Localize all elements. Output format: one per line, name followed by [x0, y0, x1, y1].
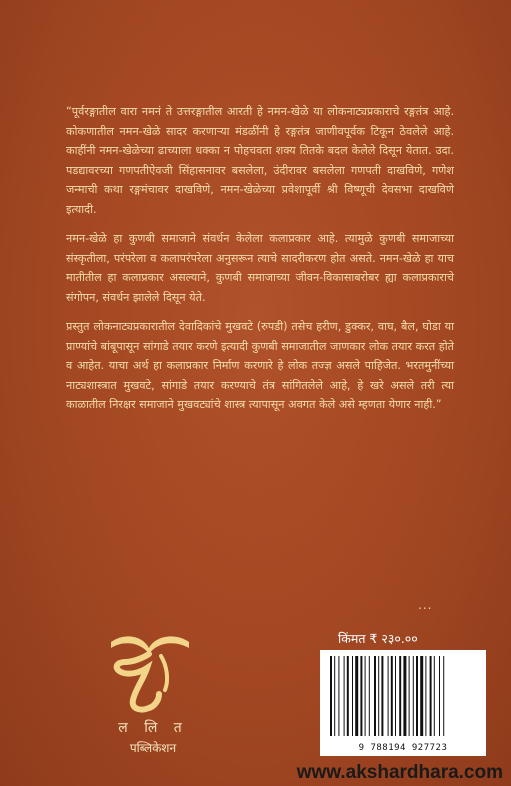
barcode-bar [434, 656, 435, 736]
barcode-bar [416, 656, 418, 736]
isbn-number: 9 788194 927723 [358, 743, 448, 753]
barcode-bar [381, 656, 383, 736]
isbn-barcode [320, 650, 486, 756]
barcode-bar [430, 656, 432, 736]
blurb-paragraph-2: नमन-खेळे हा कुणबी समाजाने संवर्धन केलेला कलाप्रकार आहे. त्यामुळे कुणबी समाजाच्या संस्कृतीला, परंपरेला व कलापरंपरेला अनुसरून त्याचे सादरीकरण होत असते. नमन-खेळे हा याच मातीतील हा कलाप्रकार असल्याने, कुणबी समाजाच्या जीवन-विकासाबरोबर ह्या कलाप्रकाराचे संगोपन, संवर्धन झालेले दिसून येते. [66, 232, 454, 304]
barcode-bar [352, 656, 353, 736]
publisher-logo [95, 628, 205, 714]
book-feather-logo-icon [103, 628, 195, 714]
book-price: किंमत ₹ २३०.०० [338, 631, 418, 646]
barcode-bar [369, 656, 370, 736]
barcode-bar [403, 656, 406, 736]
barcode-bar [334, 656, 335, 736]
continuation-ellipsis: ... [418, 598, 433, 612]
website-watermark: www.akshardhara.com [296, 762, 503, 783]
barcode-bar [347, 656, 349, 736]
barcode-bar [374, 656, 376, 736]
back-cover-blurb [66, 102, 454, 425]
barcode-bar [344, 656, 345, 736]
barcode-bar [360, 656, 362, 736]
barcode-bar [395, 656, 396, 736]
barcode-bar [439, 656, 440, 736]
barcode-bar [413, 656, 414, 736]
barcode-bar [355, 656, 358, 736]
publisher-subtitle: पब्लिकेशन [129, 741, 177, 755]
barcode-bar [365, 656, 366, 736]
barcode-bar [378, 656, 379, 736]
publisher-name: ल लि त [118, 720, 188, 736]
barcode-bar [420, 656, 423, 736]
barcode-bar [425, 656, 426, 736]
barcode-bar [409, 656, 410, 736]
barcode-bar [443, 656, 444, 736]
blurb-paragraph-1: “पूर्वरङ्गातील वारा नमनं ते उत्तरङ्गातील आरती हे नमन-खेळे या लोकनाट्यप्रकाराचे रङ्गतंत्र आहे. कोकणातील नमन-खेळे सादर करणाऱ्या मंडळींनी हे रङ्गतंत्र जाणीवपूर्वक टिकून ठेवलेले आहे. काहींनी नमन-खेळेच्या ढाच्याला धक्का न पोहचवता शक्य तितके बदल केलेले दिसून येतात. उदा. पडद्यावरच्या गणपतीऐवजी सिंहासनावर बसलेला, उंदीरावर बसलेला गणपती दाखविणे, गणेश जन्माची कथा रङ्गमंचावर दाखविणे, नमन-खेळेच्या प्रवेशापूर्वी श्री विष्णूची देवसभा दाखविणे इत्यादी. [66, 105, 454, 216]
barcode-bars [328, 656, 478, 738]
barcode-bar [330, 656, 332, 736]
barcode-bar [388, 656, 389, 736]
blurb-paragraph-3: प्रस्तुत लोकनाट्यप्रकारातील देवादिकांचे मुखवटे (रुपडी) तसेच हरीण, डुक्कर, वाघ, बैल, घोडा या प्राण्यांचे बांबूपासून सांगाडे तयार करणे इत्यादी कुणबी समाजातील जाणकार लोक तयार करत होते व आहेत. याचा अर्थ हा कलाप्रकार निर्माण करणारे हे लोक तज्ज्ञ असले पाहिजेत. भरतमुनींच्या नाट्यशास्त्रात मुखवटे, सांगाडे तयार करण्याचे तंत्र सांगितलेले आहे, हे खरे असले तरी त्या काळातील निरक्षर समाजाने मुखवट्यांचे शास्त्र त्यापासून अवगत केले असे म्हणता येणार नाही.” [66, 320, 454, 411]
barcode-bar [399, 656, 401, 736]
barcode-bar [338, 656, 339, 736]
barcode-bar [391, 656, 393, 736]
